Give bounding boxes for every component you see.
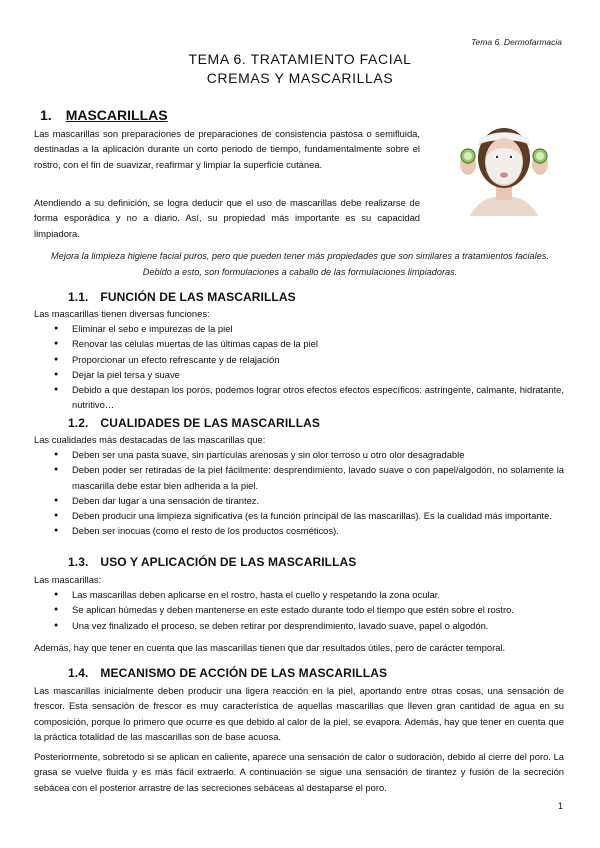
list-item: ● Renovar las células muertas de las últimas capas de la piel	[34, 336, 564, 351]
section-title: USO Y APLICACIÓN DE LAS MASCARILLAS	[100, 555, 357, 569]
definition-paragraph: Atendiendo a su definición, se logra deducir que el uso de mascarillas debe realizarse de forma esporádica y no a diario. Así, su propiedad más importante es su capacidad limpiadora.	[34, 197, 420, 239]
section-number: 1.2.	[68, 416, 89, 430]
section-lead: Las mascarillas:	[34, 574, 102, 585]
face-mask-photo	[440, 124, 568, 216]
section-title: MASCARILLAS	[65, 107, 168, 123]
section-heading-1-3	[68, 555, 356, 569]
section-title: MECANISMO DE ACCIÓN DE LAS MASCARILLAS	[100, 666, 388, 680]
list-item: ● Deben dar lugar a una sensación de tirantez.	[34, 493, 564, 508]
intro-paragraph: Las mascarillas son preparaciones de preparaciones de consistencia pastosa o semifluida, destinadas a la aplicación durante un corto periodo de tiempo, fundamentalmente sobre el rostro, con el fin de suavizar, reafirmar y limpiar la superficie cutánea.	[34, 128, 420, 170]
list-item: ● Dejar la piel tersa y suave	[34, 367, 564, 382]
section-number: 1.	[40, 107, 52, 123]
section-lead: Las mascarillas tienen diversas funciones:	[34, 308, 210, 319]
section-heading-1-1	[68, 290, 296, 304]
qualities-list	[34, 447, 564, 539]
section-heading-1-2	[68, 416, 320, 430]
list-item: ● Eliminar el sebo e impurezas de la piel	[34, 321, 564, 336]
list-item: ● Proporcionar un efecto refrescante y de relajación	[34, 352, 564, 367]
list-item: ● Deben ser una pasta suave, sin partículas arenosas y sin olor terroso u otro olor desagradable	[34, 447, 564, 462]
list-item: ● Las mascarillas deben aplicarse en el rostro, hasta el cuello y respetando la zona ocular.	[34, 587, 564, 602]
usage-closing: Además, hay que tener en cuenta que las mascarillas tienen que dar resultados útiles, pero de carácter temporal.	[34, 642, 506, 653]
list-item: ● Deben ser inocuas (como el resto de los productos cosméticos).	[34, 523, 564, 538]
usage-list	[34, 587, 564, 633]
section-number: 1.3.	[68, 555, 89, 569]
section-title: CUALIDADES DE LAS MASCARILLAS	[100, 416, 320, 430]
section-lead: Las cualidades más destacadas de las mascarillas que:	[34, 434, 266, 445]
mechanism-paragraph-2: Posteriormente, sobretodo si se aplican en caliente, aparece una sensación de calor o sudoración, debido al cierre del poro. La grasa se vuelve fluida y es más fácil extraerlo. A continuación se sigue una sensación de tirantez y fusión de la secreción sebácea con el posterior arrastre de las secreciones sebáceas al destaparse el poro.	[34, 751, 564, 793]
section-title: FUNCIÓN DE LAS MASCARILLAS	[100, 290, 296, 304]
list-item: ● Una vez finalizado el proceso, se deben retirar por desprendimiento, lavado suave, papel o algodón.	[34, 618, 564, 633]
list-item: ● Deben producir una limpieza significativa (es la función principal de las mascarillas). Es la cualidad más importante.	[34, 508, 564, 523]
functions-list	[34, 321, 564, 413]
title-line-1: TEMA 6. TRATAMIENTO FACIAL	[188, 51, 412, 67]
section-number: 1.1.	[68, 290, 89, 304]
italic-note: Mejora la limpieza higiene facial puros, pero que pueden tener más propiedades que son similares a tratamientos faciales. Debido a esto, son formulaciones a caballo de las formulaciones limpiadoras.	[51, 251, 549, 277]
page-number: 1	[557, 801, 563, 811]
section-number: 1.4.	[68, 666, 89, 680]
list-item: ● Deben poder ser retiradas de la piel fácilmente: desprendimiento, lavado suave o con papel/algodón, no solamente la mascarilla debe estar bien adherida a la piel.	[34, 462, 564, 493]
section-heading-1-4	[68, 666, 387, 680]
mechanism-paragraph-1: Las mascarillas inicialmente deben producir una ligera reacción en la piel, aportando entre otras cosas, una sensación de frescor. Esta sensación de frescor es muy característica de aquellas mascarillas que lleven gran cantidad de agua en su composición, porque lo primero que ocurre es que debido al calor de la piel, se evapora. Además, hay que tener en cuenta que la práctica totalidad de las mascarillas son de base acuosa.	[34, 685, 564, 742]
running-header: Tema 6. Dermofarmacia	[471, 37, 562, 47]
page-title	[0, 50, 600, 88]
section-heading-1	[40, 107, 168, 123]
list-item: ● Se aplican húmedas y deben mantenerse en este estado durante todo el tiempo que estén sobre el rostro.	[34, 602, 564, 617]
title-line-2: CREMAS Y MASCARILLAS	[206, 70, 394, 86]
list-item: ● Debido a que destapan los poros, podemos lograr otros efectos efectos específicos: astringente, calmante, hidratante, nutritivo…	[34, 382, 564, 413]
